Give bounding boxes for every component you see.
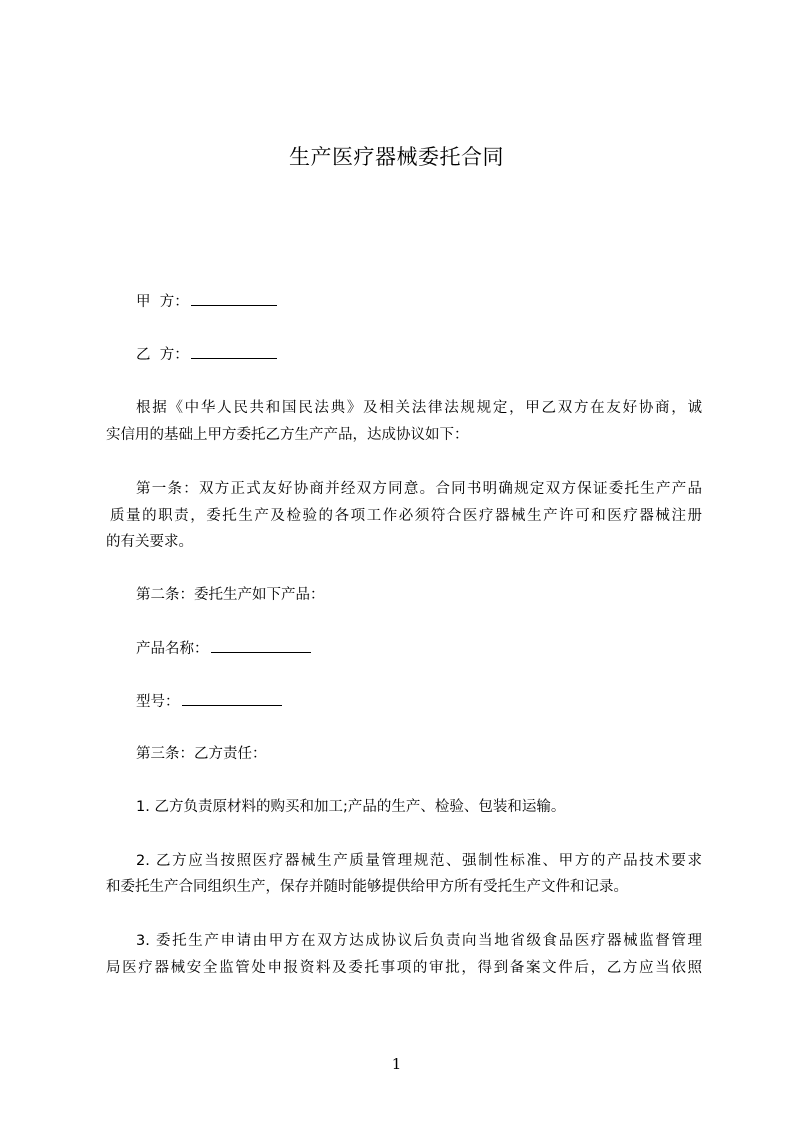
product-name-line: [136, 638, 311, 659]
article1-line-2: 质量的职责，委托生产及检验的各项工作必须符合医疗器械生产许可和医疗器械注册: [110, 508, 702, 524]
item3-line-2: 局医疗器械安全监管处申报资料及委托事项的审批，得到备案文件后，乙方应当依照: [106, 960, 702, 976]
item1-line: 1. 乙方负责原材料的购买和加工;产品的生产、检验、包装和运输。: [136, 799, 566, 815]
page-title: 生产医疗器械委托合同: [289, 145, 504, 169]
item2-line-1: 2. 乙方应当按照医疗器械生产质量管理规范、强制性标准、甲方的产品技术要求: [136, 853, 702, 869]
item3-line-1: 3. 委托生产申请由甲方在双方达成协议后负责向当地省级食品医疗器械监督管理: [136, 933, 702, 949]
article2-heading: 第二条：委托生产如下产品：: [136, 587, 325, 603]
party-b-label: 乙 方：: [136, 347, 189, 363]
article1-line-1: 第一条：双方正式友好协商并经双方同意。合同书明确规定双方保证委托生产产品: [136, 481, 702, 497]
party-a-line: [136, 291, 277, 312]
article1-line-3: 的有关要求。: [106, 534, 193, 550]
party-a-label: 甲 方：: [136, 294, 189, 310]
model-line: [136, 691, 282, 712]
model-label: 型号：: [136, 694, 180, 710]
party-a-blank[interactable]: [191, 291, 277, 306]
model-blank[interactable]: [182, 691, 282, 706]
party-b-line: [136, 344, 277, 365]
item2-line-2: 和委托生产合同组织生产，保存并随时能够提供给甲方所有受托生产文件和记录。: [106, 879, 628, 895]
article3-heading: 第三条：乙方责任：: [136, 746, 267, 762]
product-name-label: 产品名称：: [136, 641, 209, 657]
preamble-line-2: 实信用的基础上甲方委托乙方生产产品，达成协议如下：: [106, 427, 469, 443]
page-number: 1: [391, 1055, 402, 1073]
preamble-line-1: 根据《中华人民共和国民法典》及相关法律法规规定，甲乙双方在友好协商，诚: [136, 400, 702, 416]
product-name-blank[interactable]: [211, 638, 311, 653]
party-b-blank[interactable]: [191, 344, 277, 359]
